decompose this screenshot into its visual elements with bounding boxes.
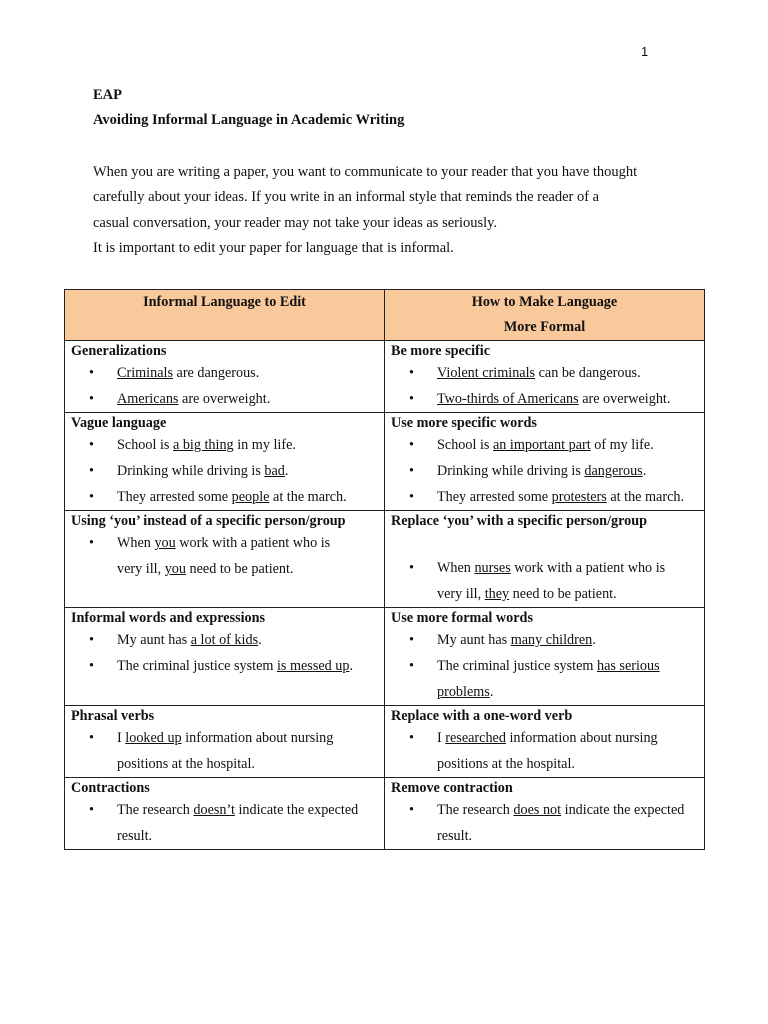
table-header-row	[65, 290, 705, 341]
formal-cell	[385, 608, 705, 706]
example-item: • When nurses work with a patient who is very ill, they need to be patient.	[391, 555, 698, 607]
category-title: Informal words and expressions	[71, 610, 266, 626]
example-item: • Americans are overweight.	[71, 386, 378, 412]
table-row	[65, 706, 705, 778]
informal-cell	[65, 413, 385, 511]
example-item: • My aunt has many children.	[391, 627, 698, 653]
example-item: • My aunt has a lot of kids.	[71, 627, 378, 653]
example-item: • When you work with a patient who is very ill, you need to be patient.	[71, 530, 378, 582]
header-formal-line2: More Formal	[503, 319, 586, 335]
formal-cell	[385, 778, 705, 850]
category-title: Use more formal words	[391, 610, 533, 626]
intro-paragraph	[93, 160, 713, 261]
informal-cell	[65, 778, 385, 850]
table-row	[65, 778, 705, 850]
header-informal	[65, 290, 385, 341]
example-item: • School is an important part of my life.	[391, 432, 698, 458]
formal-cell	[385, 413, 705, 511]
example-item: • The criminal justice system has serious problems.	[391, 653, 698, 705]
example-item: • School is a big thing in my life.	[71, 432, 378, 458]
category-title: Replace ‘you’ with a specific person/group	[391, 513, 648, 529]
example-item: • Drinking while driving is bad.	[71, 458, 378, 484]
intro-line: When you are writing a paper, you want to communicate to your reader that you have thought	[93, 164, 638, 180]
example-item: • The criminal justice system is messed up.	[71, 653, 378, 679]
page-number: 1	[641, 44, 649, 59]
category-title: Vague language	[71, 415, 167, 431]
header-formal-line1: How to Make Language	[471, 294, 618, 310]
header-informal-label: Informal Language to Edit	[143, 294, 306, 310]
informal-cell	[65, 608, 385, 706]
table-row	[65, 341, 705, 413]
example-item: • I researched information about nursing positions at the hospital.	[391, 725, 698, 777]
course-label: EAP	[93, 87, 122, 103]
example-item: • I looked up information about nursing positions at the hospital.	[71, 725, 378, 777]
category-title: Generalizations	[71, 343, 167, 359]
header-formal	[385, 290, 705, 341]
document-title: Avoiding Informal Language in Academic Writing	[93, 112, 405, 128]
intro-line: carefully about your ideas. If you write in an informal style that reminds the reader of a	[93, 189, 600, 206]
example-item: • Violent criminals can be dangerous.	[391, 360, 698, 386]
table-row	[65, 511, 705, 608]
category-title: Using ‘you’ instead of a specific person/group	[71, 513, 346, 529]
example-item: • They arrested some people at the march.	[71, 484, 378, 510]
intro-line: It is important to edit your paper for language that is informal.	[93, 239, 454, 256]
category-title: Use more specific words	[391, 415, 537, 431]
category-title: Contractions	[71, 780, 150, 796]
example-item: • The research doesn’t indicate the expected result.	[71, 797, 378, 849]
example-item: • The research does not indicate the expected result.	[391, 797, 698, 849]
formal-cell	[385, 511, 705, 608]
intro-line: casual conversation, your reader may not take your ideas as seriously.	[93, 214, 498, 231]
table-row	[65, 608, 705, 706]
table-row	[65, 413, 705, 511]
informal-cell	[65, 511, 385, 608]
example-item: • Criminals are dangerous.	[71, 360, 378, 386]
category-title: Replace with a one-word verb	[391, 708, 573, 724]
informal-cell	[65, 341, 385, 413]
category-title: Be more specific	[391, 343, 491, 359]
category-title: Remove contraction	[391, 780, 513, 796]
informal-cell	[65, 706, 385, 778]
category-title: Phrasal verbs	[71, 708, 155, 724]
formal-cell	[385, 706, 705, 778]
example-item: • Two-thirds of Americans are overweight.	[391, 386, 698, 412]
formal-language-table	[64, 289, 705, 850]
example-item: • Drinking while driving is dangerous.	[391, 458, 698, 484]
example-item: • They arrested some protesters at the march.	[391, 484, 698, 510]
formal-cell	[385, 341, 705, 413]
